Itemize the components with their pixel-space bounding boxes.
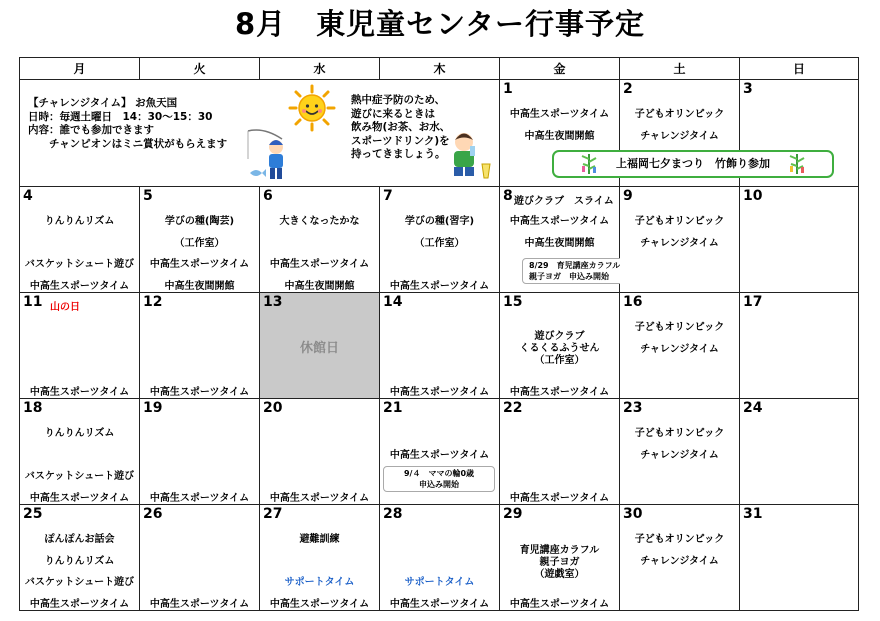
weekday-sat: 土 <box>620 58 740 80</box>
day-number: 16 <box>623 294 643 310</box>
event: 中高生夜間開館 <box>164 281 235 292</box>
day-number: 29 <box>503 506 523 522</box>
day-25-cell <box>20 505 140 610</box>
day-22-cell <box>500 399 620 505</box>
day-12-cell <box>140 293 260 399</box>
event: 子どもオリンピック <box>634 216 725 227</box>
day-19-cell <box>140 399 260 505</box>
day-number: 14 <box>383 294 403 310</box>
day-number: 15 <box>503 294 523 310</box>
day-number: 24 <box>743 400 763 416</box>
day-14-cell <box>380 293 500 399</box>
event: 中高生夜間開館 <box>524 238 595 249</box>
day-number: 11 <box>23 294 43 310</box>
event: 中高生スポーツタイム <box>149 599 250 610</box>
event: 中高生夜間開館 <box>524 131 595 142</box>
day-8-cell <box>500 187 620 293</box>
event: 中高生スポーツタイム <box>389 387 490 398</box>
event: くるくるふうせん <box>519 343 600 354</box>
event: 中高生スポーツタイム <box>269 493 370 504</box>
day-11-cell <box>20 293 140 399</box>
weekday-sun: 日 <box>740 58 858 80</box>
event: 中高生スポーツタイム <box>29 281 130 292</box>
event-title: 遊びクラブ スライム <box>514 196 614 207</box>
info-block <box>20 80 500 187</box>
event: 中高生スポーツタイム <box>149 387 250 398</box>
event: チャレンジタイム <box>640 238 719 249</box>
day-number: 3 <box>743 81 753 97</box>
day-number: 5 <box>143 188 153 204</box>
event: りんりんリズム <box>44 428 115 439</box>
day-number: 23 <box>623 400 643 416</box>
challenge-line: チャンピオンはミニ賞状がもらえます <box>28 137 228 150</box>
heat-line: スポーツドリンク)を <box>351 134 450 147</box>
weekday-tue: 火 <box>140 58 260 80</box>
day-number: 21 <box>383 400 403 416</box>
event: 中高生スポーツタイム <box>389 281 490 292</box>
day-number: 1 <box>503 81 513 97</box>
event: 中高生スポーツタイム <box>509 216 610 227</box>
notice-box <box>383 466 495 492</box>
day-31-cell <box>740 505 858 610</box>
day-number: 22 <box>503 400 523 416</box>
day-number: 18 <box>23 400 43 416</box>
event: 中高生夜間開館 <box>284 281 355 292</box>
day-number: 10 <box>743 188 763 204</box>
event: チャレンジタイム <box>640 344 719 355</box>
heat-line: 飲み物(お茶、お水、 <box>351 121 451 133</box>
day-number: 4 <box>23 188 33 204</box>
event: 遊びクラブ <box>534 331 585 342</box>
day-6-cell <box>260 187 380 293</box>
day-5-cell <box>140 187 260 293</box>
event: 子どもオリンピック <box>634 428 725 439</box>
weekday-thu: 木 <box>380 58 500 80</box>
event: チャレンジタイム <box>640 556 719 567</box>
day-20-cell <box>260 399 380 505</box>
event: 子どもオリンピック <box>634 109 725 120</box>
event: 中高生スポーツタイム <box>389 599 490 610</box>
event: りんりんリズム <box>44 556 115 567</box>
day-13-cell <box>260 293 380 399</box>
day-9-cell <box>620 187 740 293</box>
day-21-cell <box>380 399 500 505</box>
day-15-cell <box>500 293 620 399</box>
event: 大きくなったかな <box>279 216 360 227</box>
weekday-wed: 水 <box>260 58 380 80</box>
event: 子どもオリンピック <box>634 322 725 333</box>
event: りんりんリズム <box>44 216 115 227</box>
event: 中高生スポーツタイム <box>29 493 130 504</box>
calendar-grid <box>19 57 859 611</box>
weekday-fri: 金 <box>500 58 620 80</box>
day-number: 7 <box>383 188 393 204</box>
event: バスケットシュート遊び <box>24 259 135 270</box>
weekday-mon: 月 <box>20 58 140 80</box>
event: 中高生スポーツタイム <box>149 493 250 504</box>
day-number: 6 <box>263 188 273 204</box>
day-29-cell <box>500 505 620 610</box>
day-number: 25 <box>23 506 43 522</box>
day-24-cell <box>740 399 858 505</box>
event: （工作室） <box>174 238 225 249</box>
day-number: 28 <box>383 506 403 522</box>
event: 子どもオリンピック <box>634 534 725 545</box>
day-number: 8 <box>503 188 513 204</box>
heat-line: 持ってきましょう。 <box>351 148 446 160</box>
event: （工作室） <box>414 238 465 249</box>
event: 学びの種(陶芸) <box>164 216 235 227</box>
event: （工作室） <box>534 355 585 366</box>
day-number: 2 <box>623 81 633 97</box>
event: 育児講座カラフル <box>519 545 600 556</box>
event: ぽんぽんお話会 <box>44 534 115 545</box>
event: チャレンジタイム <box>640 450 719 461</box>
day-number: 12 <box>143 294 163 310</box>
day-27-cell <box>260 505 380 610</box>
day-18-cell <box>20 399 140 505</box>
day-28-cell <box>380 505 500 610</box>
event: 中高生スポーツタイム <box>389 450 490 461</box>
fishing-child-icon <box>242 125 294 183</box>
banner-text: 上福岡七夕まつり 竹飾り参加 <box>616 157 770 170</box>
bamboo-decoration-icon <box>580 154 598 174</box>
day-number: 27 <box>263 506 283 522</box>
challenge-info <box>28 97 227 151</box>
heat-info <box>351 94 450 162</box>
notice-line: 親子ヨガ 申込み開始 <box>529 272 609 281</box>
notice-line: 8/29 育児講座カラフル <box>529 261 621 270</box>
event: バスケットシュート遊び <box>24 577 135 588</box>
day-7-cell <box>380 187 500 293</box>
day-number: 26 <box>143 506 163 522</box>
day-number: 19 <box>143 400 163 416</box>
day-4-cell <box>20 187 140 293</box>
event: 親子ヨガ <box>539 557 580 568</box>
bamboo-decoration-icon <box>788 154 806 174</box>
event: 中高生スポーツタイム <box>29 387 130 398</box>
closed-label: 休館日 <box>299 341 339 356</box>
event: 中高生スポーツタイム <box>509 493 610 504</box>
holiday-label: 山の日 <box>50 302 80 313</box>
challenge-line: 【チャレンジタイム】 お魚天国 <box>28 97 178 109</box>
notice-line: 申込み開始 <box>419 480 459 489</box>
day-number: 30 <box>623 506 643 522</box>
event: （遊戯室） <box>534 569 585 580</box>
event: 中高生スポーツタイム <box>509 109 610 120</box>
drinking-child-icon <box>448 128 494 180</box>
day-number: 31 <box>743 506 763 522</box>
tanabata-banner <box>552 150 834 178</box>
day-26-cell <box>140 505 260 610</box>
page-title: 8月 東児童センター行事予定 <box>234 7 646 41</box>
day-number: 9 <box>623 188 633 204</box>
event: 学びの種(習字) <box>404 216 475 227</box>
sun-icon <box>288 84 336 132</box>
day-number: 17 <box>743 294 763 310</box>
day-number: 20 <box>263 400 283 416</box>
event: チャレンジタイム <box>640 131 719 142</box>
event: 中高生スポーツタイム <box>29 599 130 610</box>
event: 避難訓練 <box>299 534 340 545</box>
heat-line: 熱中症予防のため、 <box>351 94 446 106</box>
day-30-cell <box>620 505 740 610</box>
notice-line: 9/４ ママの輪0歳 <box>403 469 475 478</box>
event: 中高生スポーツタイム <box>269 259 370 270</box>
event: 中高生スポーツタイム <box>149 259 250 270</box>
event: バスケットシュート遊び <box>24 471 135 482</box>
day-23-cell <box>620 399 740 505</box>
day-16-cell <box>620 293 740 399</box>
support-time: サポートタイム <box>284 577 355 588</box>
day-17-cell <box>740 293 858 399</box>
day-number: 13 <box>263 294 283 310</box>
challenge-line: 内容：誰でも参加できます <box>28 124 154 136</box>
day-10-cell <box>740 187 858 293</box>
heat-line: 遊びに来るときは <box>351 107 435 120</box>
event: 中高生スポーツタイム <box>509 387 610 398</box>
event: 中高生スポーツタイム <box>509 599 610 610</box>
challenge-line: 日時：毎週土曜日 14：30～15：30 <box>28 110 213 123</box>
support-time: サポートタイム <box>404 577 475 588</box>
event: 中高生スポーツタイム <box>269 599 370 610</box>
